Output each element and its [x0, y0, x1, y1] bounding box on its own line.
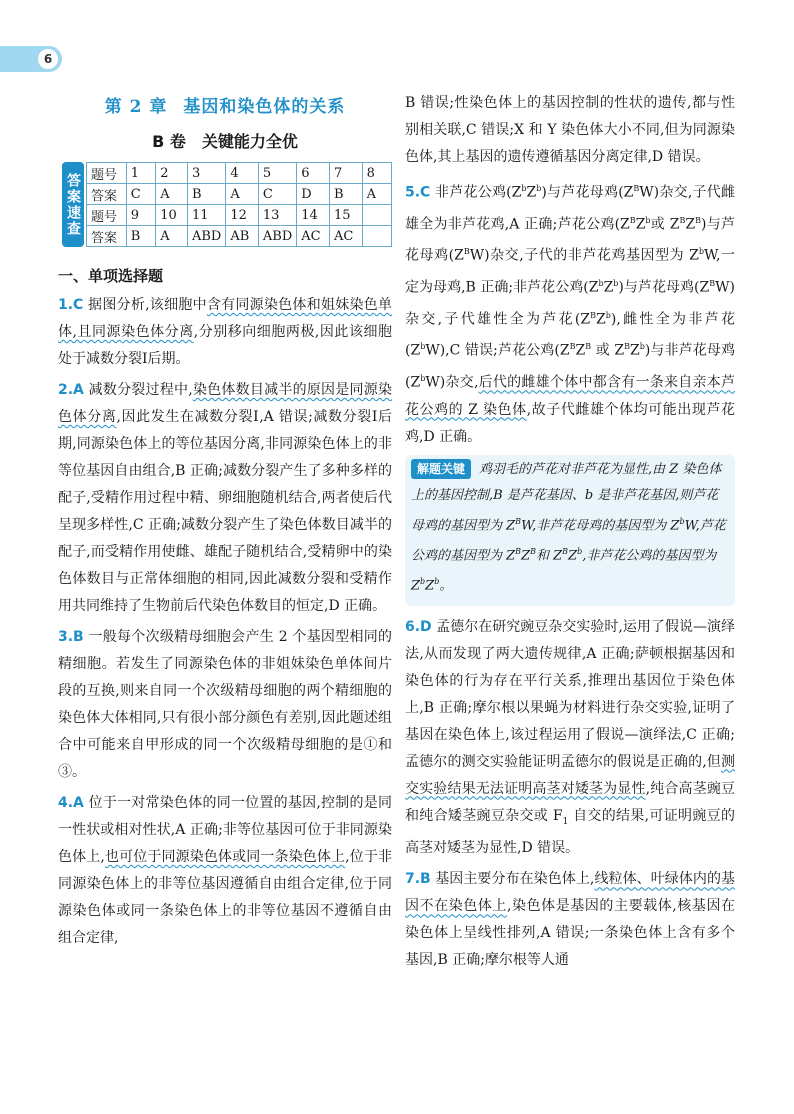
answer-2 — [58, 377, 392, 620]
answer-highlight: 含有同源染色体和姐妹染色单体,且同源染色体分离 — [58, 297, 392, 340]
table-cell: C — [126, 184, 155, 205]
table-cell: B — [329, 184, 362, 205]
answer-text: Z — [603, 279, 614, 296]
answer-text: 或 Z — [650, 216, 680, 233]
table-cell: A — [156, 226, 188, 247]
answer-text: ,染色体是基因的主要载体,核基因在染色体上呈线性排列,A 错误;一条染色体上含有多个基因,B 正确;摩尔根等人通 — [405, 898, 736, 969]
left-column — [58, 88, 392, 956]
key-point-box: 解题关键 鸡羽毛的芦花对非芦花为显性,由 Z 染色体上的基因控制,B 是芦花基因、b 是非芦花基因,则芦花母鸡的基因型为 $Z^BW$,非芦花母鸡的基因型为 $Z^bW$,芦花公鸡的基因型为 $Z^BZ^B$和 $Z^BZ^b$,非芦花公鸡的基因型为 $Z^bZ^b$。 — [405, 455, 735, 606]
answer-highlight: 染色体数目减半的原因是同源染色体分离 — [58, 382, 393, 425]
answer-text: ,因此发生在减数分裂Ⅰ,A 错误;减数分裂Ⅰ后期,同源染色体上的等位基因分离,非同源染色体上的非等位基因自由组合,B 正确;减数分裂产生了多种多样的配子,受精作用过程中精、卵细胞随机结合,两者使后代呈现多样性,C 正确;减数分裂产生了染色体数目减半的配子,而受精作用使雌、雄配子随机结合,受精卵中的染色体数目与正常体细胞的相同,因此减数分裂和受精作用共同维持了生物前后代染色体数目的恒定,D 正确。 — [58, 409, 392, 614]
answer-text: 非芦花公鸡(Z — [430, 184, 522, 201]
table-cell: AC — [329, 226, 362, 247]
answer-text: Z — [685, 216, 696, 233]
table-cell: 7 — [329, 163, 362, 184]
answer-5: 5.C 非芦花公鸡$(Z^bZ^b)$与芦花母鸡$(Z^BW)$杂交,子代雌雄全为非芦花鸡,A 正确;芦花公鸡($Z^BZ^b$或 $Z^BZ^B$)与芦花母鸡$(Z^BW)$杂交,子代的非芦花鸡基因型为 $Z^bW$,一定为母鸡,B 正确;非芦花公鸡$(Z^bZ^b)$与芦花母鸡$(Z^BW)$杂交,子代雄性全为芦花$(Z^BZ^b)$,雌性全为非芦花$(Z^bW),C$ 错误;芦花公鸡($Z^BZ^B$ 或 $Z^BZ^b$)与非芦花母鸡$(Z^bW)$杂交,后代的雌雄个体中都含有一条来自亲本芦花公鸡的 Z 染色体,故子代雌雄个体均可能出现芦花鸡,D 正确。 — [405, 184, 735, 445]
answer-text: )与芦花母鸡(Z — [405, 216, 735, 264]
table-cell: 14 — [297, 205, 330, 226]
table-cell: 9 — [126, 205, 155, 226]
table-cell: ABD — [187, 226, 225, 247]
answer-3 — [58, 624, 392, 786]
table-cell: 6 — [297, 163, 330, 184]
answer-7-number: 7.B — [405, 871, 431, 888]
answer-text: )与芦花母鸡(Z — [541, 184, 634, 201]
key-text: ,非芦花公鸡的基因型为 Z — [411, 548, 717, 594]
answer-highlight: 后代的雌雄个体中都含有一条来自亲本芦花公鸡的 Z 染色体 — [405, 374, 735, 418]
answer-text: 孟德尔在研究豌豆杂交实验时,运用了假说—演绎法,从而发现了两大遗传规律,A 正确;萨顿根据基因和染色体的行为存在平行关系,推理出基因位于染色体上,B 正确;摩尔根以果蝇为材料进行杂交实验,证明了基因在染色体上,该过程运用了假说—演绎法,C 正确;孟德尔的测交实验能证明孟德尔的假说是正确的,但 — [405, 618, 735, 770]
page-number: 6 — [38, 49, 58, 69]
key-text: W,非芦花母鸡的基因型为 Z — [521, 517, 680, 533]
table-cell: 答案 — [87, 184, 127, 205]
table-cell: A — [226, 184, 259, 205]
answer-text: ,故子代雌雄个体均可能出现芦花鸡,D 正确。 — [405, 401, 735, 445]
table-cell: 5 — [258, 163, 296, 184]
table-cell — [362, 205, 391, 226]
answer-2-number: 2.A — [58, 382, 84, 398]
answer-text: W)杂交,子代雄性全为芦花(Z — [405, 279, 735, 328]
key-text: 。 — [439, 578, 453, 594]
answer-text: Z — [629, 342, 640, 359]
section-subtitle: B 卷 关键能力全优 — [152, 132, 298, 151]
answer-text: ,纯合高茎豌豆和纯合矮茎豌豆杂交或 F — [405, 780, 736, 824]
table-row — [87, 163, 392, 184]
chapter-heading — [58, 92, 392, 117]
table-cell: 答案 — [87, 226, 127, 247]
table-cell: 4 — [226, 163, 259, 184]
answer-quick-check — [62, 162, 392, 247]
answer-table — [86, 162, 392, 247]
chapter-title: 基因和染色体的关系 — [183, 97, 346, 117]
quick-check-label: 答案速查 — [62, 162, 84, 247]
table-cell: AC — [297, 226, 330, 247]
right-column — [405, 90, 735, 978]
answer-highlight: 也可位于同源染色体或同一条染色体上 — [104, 849, 346, 865]
answer-text: W,一定为母鸡,B 正确;非芦花公鸡(Z — [405, 247, 735, 296]
table-cell: 10 — [156, 205, 188, 226]
table-cell: 2 — [156, 163, 188, 184]
answer-text: 自交的结果,可证明豌豆的高茎对矮茎为显性,D 错误。 — [405, 807, 735, 857]
answer-text: 或 Z — [591, 342, 625, 359]
answer-text: 位于一对常染色体的同一位置的基因,控制的是同一性状或相对性状,A 正确;非等位基因可位于非同源染色体上, — [58, 795, 392, 865]
table-cell: D — [297, 184, 330, 205]
answer-highlight: 线粒体、叶绿体内的基因不在染色体上 — [405, 871, 736, 915]
answer-1 — [58, 292, 392, 373]
table-cell: 12 — [226, 205, 259, 226]
table-cell: B — [126, 226, 155, 247]
answer-text: W)杂交, — [425, 374, 479, 391]
key-point-tag: 解题关键 — [411, 459, 471, 479]
key-text: Z — [568, 548, 578, 564]
answer-text: )与芦花母鸡(Z — [618, 279, 710, 296]
answer-3-number: 3.B — [58, 629, 84, 645]
answer-text: Z — [596, 311, 606, 328]
table-cell: B — [187, 184, 225, 205]
subscript: 1 — [562, 816, 569, 827]
table-cell: 题号 — [87, 205, 127, 226]
answer-text: W),C 错误;芦花公鸡(Z — [425, 342, 570, 359]
answer-text: W)杂交,子代雌雄全为非芦花鸡,A 正确;芦花公鸡(Z — [405, 184, 735, 233]
table-row — [87, 205, 392, 226]
table-cell: AB — [226, 226, 259, 247]
table-cell: C — [258, 184, 296, 205]
answer-text: W)杂交,子代的非芦花鸡基因型为 Z — [469, 247, 699, 264]
answer-text: Z — [635, 216, 646, 233]
table-cell: 11 — [187, 205, 225, 226]
table-cell: 8 — [362, 163, 391, 184]
answer-text: ,分别移向细胞两极,因此该细胞处于减数分裂Ⅰ后期。 — [58, 324, 392, 367]
answer-1-number: 1.C — [58, 297, 84, 313]
answer-text: 据图分析,该细胞中 — [83, 297, 207, 313]
answer-text: ,位于非同源染色体上的非等位基因遵循自由组合定律,位于同源染色体或同一条染色体上的非等位基因不遵循自由组合定律, — [58, 849, 393, 946]
table-cell: 1 — [126, 163, 155, 184]
key-text: 和 Z — [536, 548, 563, 564]
key-text: 鸡羽毛的芦花对非芦花为显性,由 Z 染色体上的基因控制,B 是芦花基因、b 是非芦花基因,则芦花母鸡的基因型为 Z — [411, 461, 722, 533]
answer-text: )与非芦花母鸡(Z — [405, 342, 735, 391]
answer-text: 基因主要分布在染色体上, — [430, 871, 595, 888]
table-cell: 3 — [187, 163, 225, 184]
answer-text: ),雌性全为非芦花(Z — [405, 311, 735, 359]
key-text: Z — [425, 578, 435, 594]
table-cell: A — [156, 184, 188, 205]
answer-text: Z — [575, 342, 586, 359]
answer-4 — [58, 790, 392, 952]
table-cell: 15 — [329, 205, 362, 226]
answer-highlight: 测交实验结果无法证明高茎对矮茎为显性 — [405, 753, 735, 797]
table-cell — [362, 226, 391, 247]
table-cell: 题号 — [87, 163, 127, 184]
answer-text: 减数分裂过程中, — [83, 382, 193, 398]
answer-7 — [405, 866, 735, 974]
section-title: 一、单项选择题 — [58, 267, 164, 285]
table-row — [87, 226, 392, 247]
answer-4-continued: B 错误;性染色体上的基因控制的性状的遗传,都与性别相关联,C 错误;X 和 Y 染色体大小不同,但为同源染色体,其上基因的遗传遵循基因分离定律,D 错误。 — [405, 95, 735, 165]
key-text: W,芦花公鸡的基因型为 Z — [411, 517, 726, 564]
answer-6 — [405, 614, 735, 863]
table-cell: A — [362, 184, 391, 205]
chapter-number: 第 2 章 — [104, 97, 168, 117]
key-text: Z — [521, 548, 531, 564]
table-row — [87, 184, 392, 205]
answer-5-number: 5.C — [405, 184, 431, 201]
answer-text: Z — [526, 184, 537, 201]
table-cell: 13 — [258, 205, 296, 226]
answer-text: 一般每个次级精母细胞会产生 2 个基因型相同的精细胞。若发生了同源染色体的非姐妹染色单体间片段的互换,则来自同一个次级精母细胞的两个精细胞的染色体大体相同,只有很小部分颜色有差别,因此题述组合中可能来自甲形成的同一个次级精母细胞的是①和③。 — [58, 629, 392, 780]
answer-6-number: 6.D — [405, 618, 432, 635]
table-cell: ABD — [258, 226, 296, 247]
answer-4-number: 4.A — [58, 795, 84, 811]
